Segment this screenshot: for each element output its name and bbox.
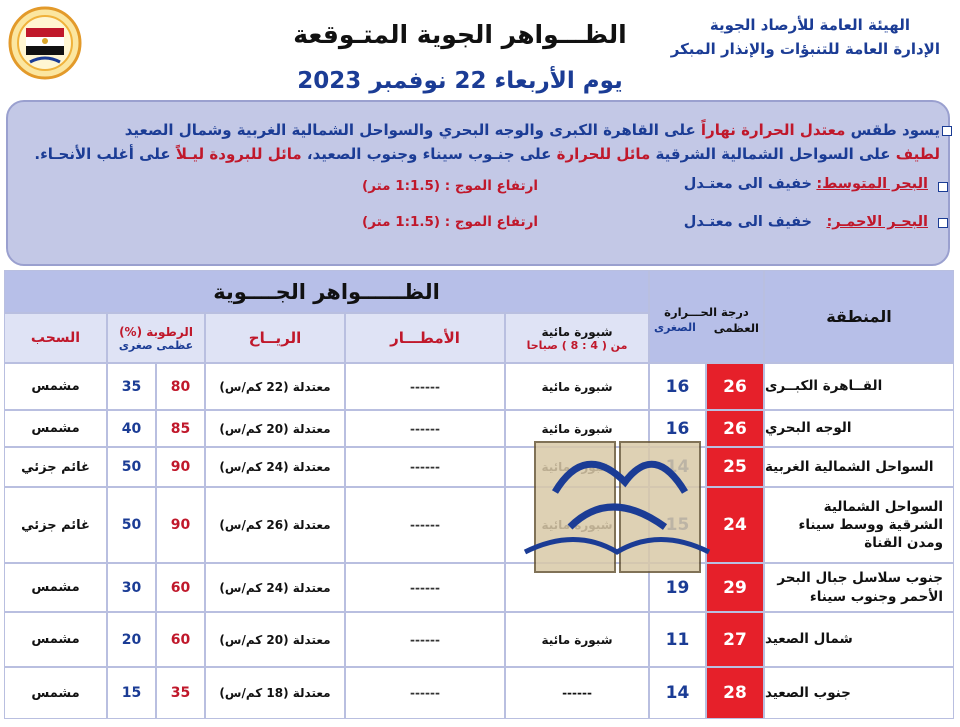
bullet-checkbox-icon [938,218,948,228]
fog-cell: ------ [505,667,649,719]
summary-line-2: لطيف على السواحل الشمالية الشرقية مائل للحرارة على جنـوب سيناء وجنوب الصعيد، مائل للبرودة ليـلاً على أغلب الأنحـاء. [34,145,940,163]
humidity-min-cell: 30 [107,563,156,612]
fog-cell: شبورة مائية [505,363,649,410]
humidity-sub-label: عظمى صغرى [118,338,194,352]
humidity-max-cell: 90 [156,447,205,487]
humidity-max-cell: 90 [156,487,205,563]
humidity-min-cell: 40 [107,410,156,447]
wind-cell: معتدلة (24 كم/س) [205,447,345,487]
humidity-min-cell: 35 [107,363,156,410]
wind-cell: معتدلة (24 كم/س) [205,563,345,612]
temp-max-cell: 26 [706,363,764,410]
humidity-max-cell: 80 [156,363,205,410]
bullet-checkbox-icon [938,182,948,192]
fog-header [505,313,649,363]
book-watermark-icon [515,432,720,584]
clouds-cell: مشمس [4,563,107,612]
clouds-cell: مشمس [4,667,107,719]
wind-cell: معتدلة (22 كم/س) [205,363,345,410]
region-cell: السواحل الشمالية الشرقية ووسط سيناء ومدن القناة [764,487,954,563]
region-cell: شمال الصعيد [764,612,954,667]
org-department: الإدارة العامة للتنبؤات والإنذار المبكر [670,40,940,58]
fog-cell: شبورة مائية [505,612,649,667]
region-cell: القــاهرة الكبــرى [764,363,954,410]
humidity-max-cell: 60 [156,563,205,612]
temp-min-cell: 14 [649,667,706,719]
temp-max-cell: 25 [706,447,764,487]
rain-cell: ------ [345,410,505,447]
rain-cell: ------ [345,667,505,719]
humidity-max-cell: 35 [156,667,205,719]
temp-max-cell: 28 [706,667,764,719]
temp-min-label: الصغرى [654,320,696,334]
bullet-checkbox-icon [942,126,952,136]
region-header: المنطقة [764,270,954,363]
temp-min-cell: 19 [649,563,706,612]
wind-cell: معتدلة (18 كم/س) [205,667,345,719]
page-title: الظـــواهر الجوية المتـوقعة [293,20,627,49]
region-cell: السواحل الشمالية الغربية [764,447,954,487]
clouds-cell: مشمس [4,612,107,667]
ema-logo-icon [8,6,82,80]
wind-cell: معتدلة (20 كم/س) [205,612,345,667]
humidity-min-cell: 15 [107,667,156,719]
rain-cell: ------ [345,612,505,667]
fog-time-label: من ( 4 : 8 ) صباحا [526,338,628,352]
temperature-header-label: درجة الحـــرارة [664,304,749,319]
phenomena-header: الظــــــواهر الجــــوية [4,270,649,313]
clouds-cell: غائم جزئي [4,447,107,487]
fog-cell: شبورة مائية [505,410,649,447]
wave-height-mediterranean: ارتفاع الموج : (1:1.5 متر) [362,178,538,194]
wind-header: الريــاح [205,313,345,363]
fog-header-label: شبورة مائية [541,324,613,339]
temperature-header [649,270,764,363]
humidity-max-cell: 85 [156,410,205,447]
clouds-cell: مشمس [4,410,107,447]
sea-state-red-sea: خفيف الى معتـدل [683,214,812,230]
temp-min-cell: 16 [649,363,706,410]
region-cell: الوجه البحري [764,410,954,447]
rain-header: الأمطـــار [345,313,505,363]
temp-min-cell: 11 [649,612,706,667]
forecast-date: يوم الأربعاء 22 نوفمبر 2023 [297,68,623,94]
temp-max-cell: 29 [706,563,764,612]
wind-cell: معتدلة (26 كم/س) [205,487,345,563]
humidity-max-cell: 60 [156,612,205,667]
region-cell: جنوب الصعيد [764,667,954,719]
humidity-min-cell: 50 [107,487,156,563]
wind-cell: معتدلة (20 كم/س) [205,410,345,447]
summary-line-1: يسود طقس معتدل الحرارة نهاراً على القاهرة الكبرى والوجه البحري والسواحل الشمالية الغربية وشمال الصعيد [124,121,940,139]
org-name: الهيئة العامة للأرصاد الجوية [709,16,910,34]
sea-label-red-sea: البحـر الاحمـر: [826,214,928,230]
humidity-min-cell: 20 [107,612,156,667]
temp-min-cell: 16 [649,410,706,447]
temp-max-cell: 24 [706,487,764,563]
region-cell: جنوب سلاسل جبال البحر الأحمر وجنوب سيناء [764,563,954,612]
clouds-cell: مشمس [4,363,107,410]
humidity-header [107,313,205,363]
clouds-cell: غائم جزئي [4,487,107,563]
temp-max-cell: 27 [706,612,764,667]
humidity-header-label: الرطوبة (%) [119,324,193,339]
rain-cell: ------ [345,563,505,612]
wave-height-red-sea: ارتفاع الموج : (1:1.5 متر) [362,214,538,230]
sea-state-mediterranean: خفيف الى معتـدل [683,176,812,192]
temp-max-cell: 26 [706,410,764,447]
rain-cell: ------ [345,487,505,563]
clouds-header: السحب [4,313,107,363]
temp-max-label: العظمى [713,320,759,335]
humidity-min-cell: 50 [107,447,156,487]
sea-label-mediterranean: البحر المتوسط: [816,176,928,192]
rain-cell: ------ [345,447,505,487]
rain-cell: ------ [345,363,505,410]
